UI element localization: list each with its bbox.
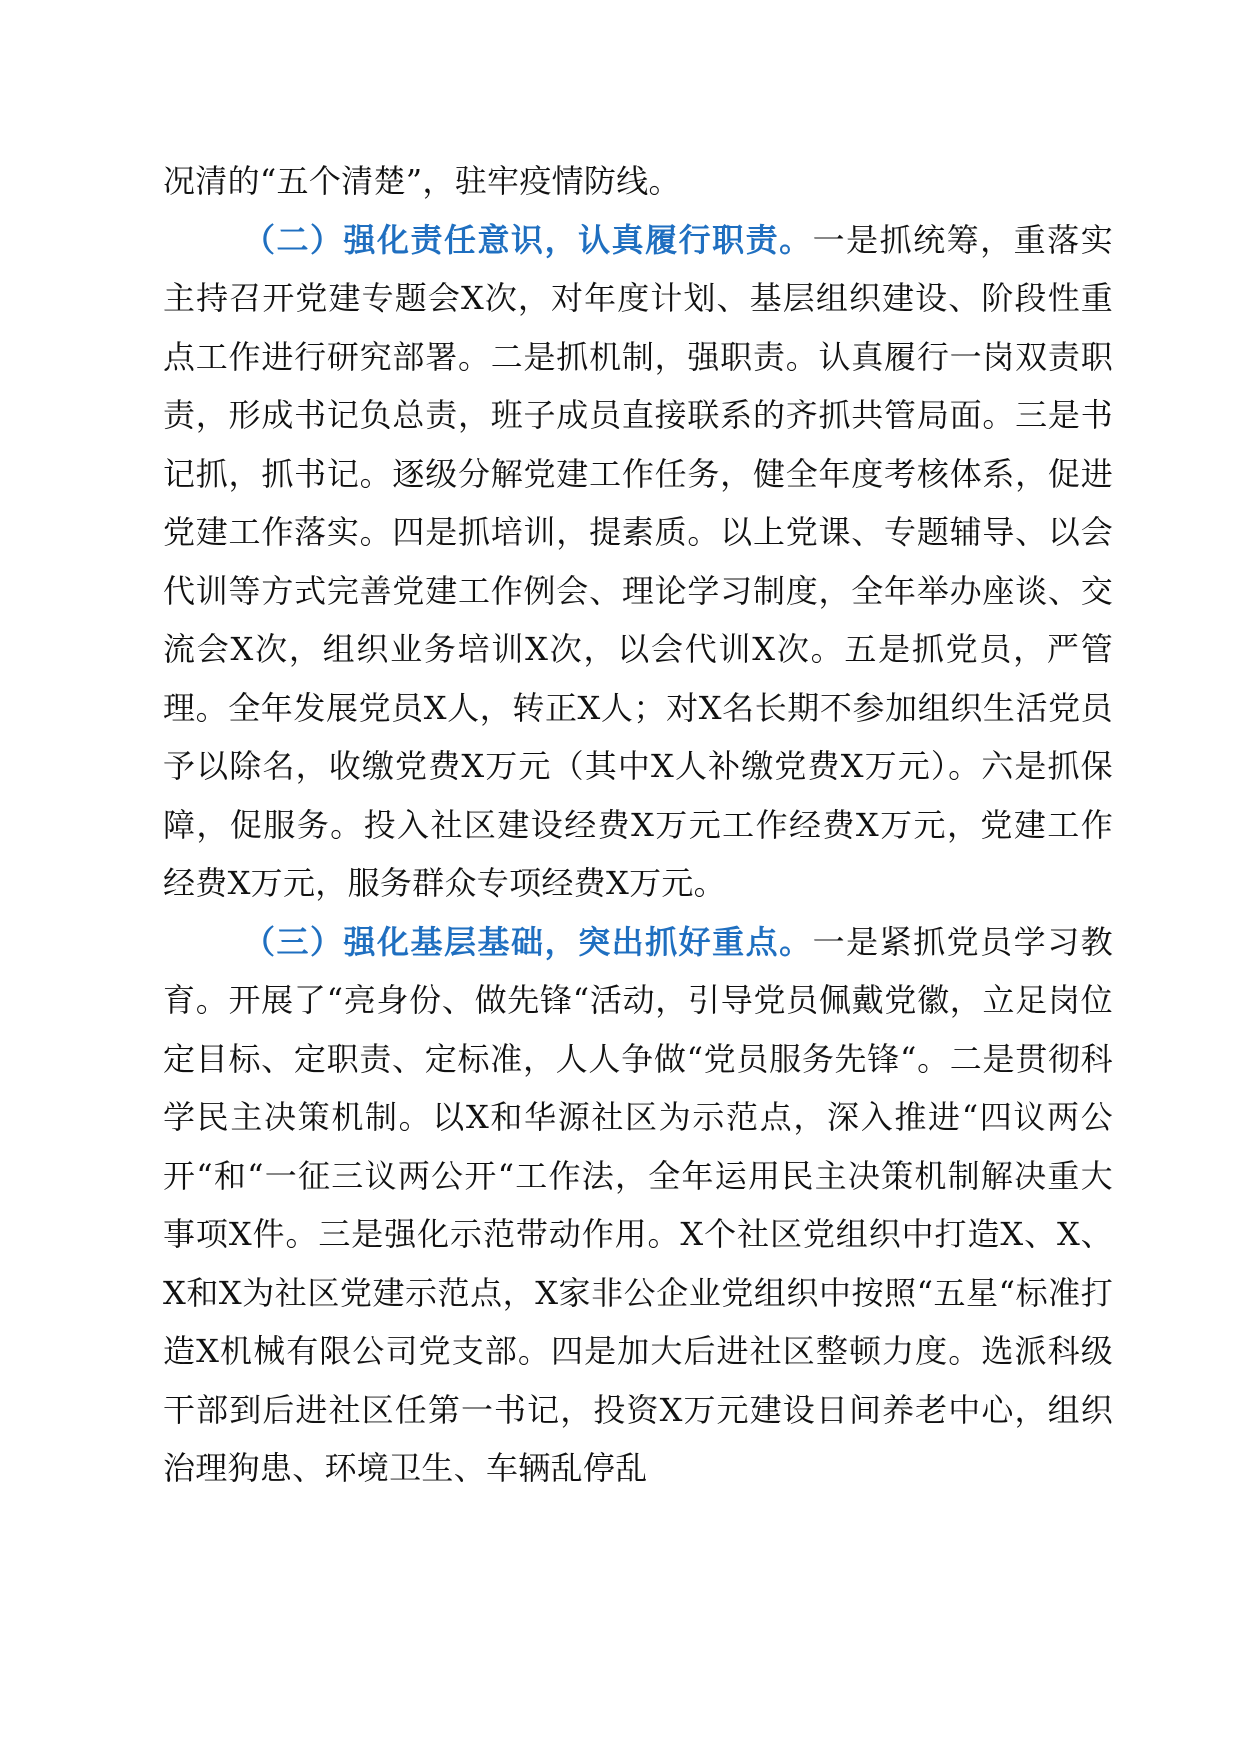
document-body bbox=[163, 152, 1113, 1498]
section-heading: （二）强化责任意识，认真履行职责。 bbox=[243, 220, 813, 259]
paragraph-text: 况清的“五个清楚”，驻牢疫情防线。 bbox=[163, 162, 681, 200]
paragraph-section-3 bbox=[163, 913, 1113, 1498]
section-heading: （三）强化基层基础，突出抓好重点。 bbox=[243, 922, 813, 961]
paragraph-section-2 bbox=[163, 211, 1113, 913]
paragraph-text: 一是抓统筹，重落实主持召开党建专题会X次，对年度计划、基层组织建设、阶段性重点工作进行研究部署。二是抓机制，强职责。认真履行一岗双责职责，形成书记负总责，班子成员直接联系的齐抓共管局面。三是书记抓，抓书记。逐级分解党建工作任务，健全年度考核体系，促进党建工作落实。四是抓培训，提素质。以上党课、专题辅导、以会代训等方式完善党建工作例会、理论学习制度，全年举办座谈、交流会X次，组织业务培训X次，以会代训X次。五是抓党员，严管理。全年发展党员X人，转正X人；对X名长期不参加组织生活党员予以除名，收缴党费X万元（其中X人补缴党费X万元）。六是抓保障，促服务。投入社区建设经费X万元工作经费X万元，党建工作经费X万元，服务群众专项经费X万元。 bbox=[163, 220, 1114, 902]
paragraph-continuation bbox=[163, 152, 1113, 211]
paragraph-text: 一是紧抓党员学习教育。开展了“亮身份、做先锋“活动，引导党员佩戴党徽，立足岗位定目标、定职责、定标准，人人争做“党员服务先锋“。二是贯彻科学民主决策机制。以X和华源社区为示范点，深入推进“四议两公开“和“一征三议两公开“工作法，全年运用民主决策机制解决重大事项X件。三是强化示范带动作用。X个社区党组织中打造X、X、X和X为社区党建示范点，X家非公企业党组织中按照“五星“标准打造X机械有限公司党支部。四是加大后进社区整顿力度。选派科级干部到后进社区任第一书记，投资X万元建设日间养老中心，组织治理狗患、环境卫生、车辆乱停乱 bbox=[163, 922, 1114, 1487]
